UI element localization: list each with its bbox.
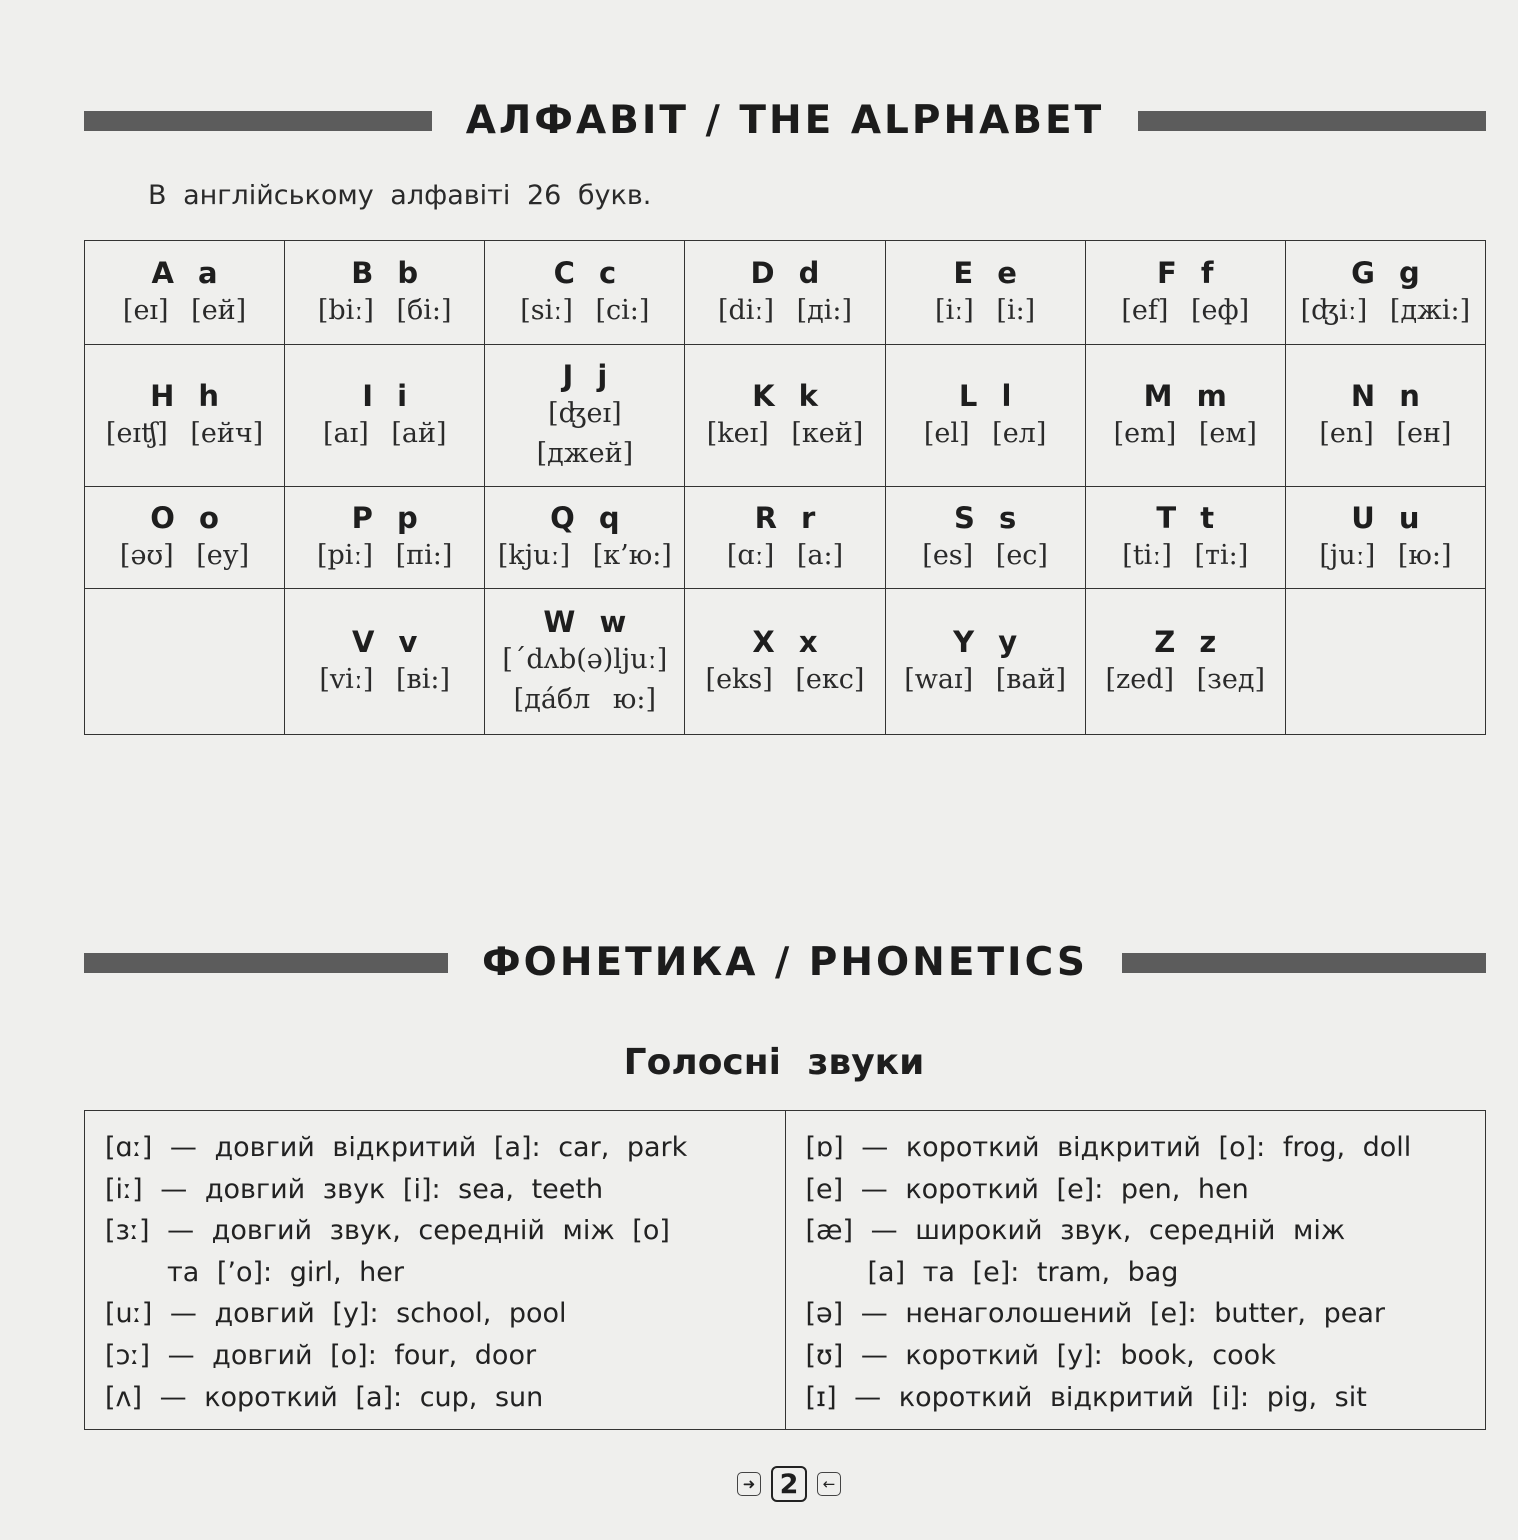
phonetics-title: ФОНЕТИКА / PHONETICS — [481, 940, 1089, 985]
vowel-sound-line: [а] та [е]: tram, bag — [867, 1256, 1179, 1288]
arrow-right-icon[interactable]: ➜ — [737, 1472, 761, 1496]
transcription: [дáбл ю:] — [513, 683, 657, 715]
letter-pair: P p — [351, 500, 418, 535]
letter-cell — [885, 589, 1085, 735]
alphabet-title: АЛФАВІТ / THE ALPHABET — [465, 98, 1105, 143]
letter-pair: W w — [543, 604, 627, 639]
vowel-sound-line: [ə] — ненаголошений [е]: butter, pear — [805, 1298, 1385, 1330]
empty-cell — [85, 589, 285, 735]
header-bar-right — [1122, 953, 1486, 973]
letter-cell — [885, 345, 1085, 487]
transcription: [eɪʧ] [ейч] — [105, 417, 264, 449]
letter-pair: Q q — [550, 500, 620, 535]
letter-pair: X x — [752, 624, 818, 659]
letter-cell — [285, 487, 485, 589]
transcription: [juː] [ю:] — [1319, 539, 1452, 571]
vowel-sound-line: [ɑː] — довгий відкритий [а]: car, park — [105, 1132, 688, 1163]
letter-pair: C c — [553, 255, 617, 290]
transcription: [ʤiː] [джі:] — [1300, 294, 1471, 326]
letter-cell — [1285, 345, 1485, 487]
transcription: [en] [ен] — [1319, 417, 1452, 449]
transcription: [es] [ес] — [922, 539, 1048, 571]
transcription: [eɪ] [ей] — [122, 294, 247, 326]
vowel-column-right — [785, 1111, 1486, 1429]
transcription: [biː] [бі:] — [317, 294, 452, 326]
letter-cell — [685, 487, 885, 589]
alphabet-section-header — [84, 98, 1486, 143]
letter-pair: Z z — [1154, 624, 1217, 659]
letter-pair: F f — [1157, 255, 1214, 290]
letter-pair: S s — [954, 500, 1017, 535]
letter-pair: G g — [1351, 255, 1420, 290]
transcription: [ef] [еф] — [1121, 294, 1250, 326]
transcription: [aɪ] [ай] — [322, 417, 447, 449]
vowel-sound-line: [ʌ] — короткий [а]: cup, sun — [105, 1381, 544, 1413]
letter-pair: U u — [1351, 500, 1420, 535]
letter-cell — [85, 241, 285, 345]
transcription: [eks] [екс] — [705, 663, 865, 695]
transcription: [tiː] [ті:] — [1122, 539, 1249, 571]
page-number: 2 — [771, 1466, 807, 1502]
empty-cell — [1285, 589, 1485, 735]
letter-pair: I i — [362, 378, 408, 413]
vowel-sound-line: [ɜː] — довгий звук, середній між [о] — [105, 1215, 670, 1247]
letter-pair: Y y — [953, 624, 1018, 659]
vowel-sound-line: [ɒ] — короткий відкритий [о]: frog, doll — [805, 1132, 1412, 1163]
vowel-sound-line: [ɔː] — довгий [о]: four, door — [105, 1339, 537, 1371]
header-bar-left — [84, 953, 448, 973]
letter-cell — [685, 241, 885, 345]
transcription: [viː] [ві:] — [319, 663, 451, 695]
header-bar-right — [1138, 111, 1486, 131]
page-number-bar — [0, 1466, 1518, 1502]
letter-pair: V v — [351, 624, 418, 659]
transcription: [kjuː] [к’ю:] — [497, 539, 672, 571]
letter-pair: T t — [1156, 500, 1215, 535]
transcription: [əʊ] [еу] — [119, 539, 250, 571]
alphabet-row — [85, 487, 1486, 589]
arrow-left-icon[interactable]: ← — [817, 1472, 841, 1496]
letter-pair: M m — [1143, 378, 1227, 413]
letter-cell — [1085, 487, 1285, 589]
letter-cell — [1285, 487, 1485, 589]
alphabet-table — [84, 240, 1486, 735]
transcription: [ˊdʌb(ə)ljuː] — [502, 643, 668, 675]
transcription: [iː] [і:] — [935, 294, 1036, 326]
vowel-sound-line: [e] — короткий [е]: pen, hen — [805, 1173, 1249, 1205]
phonetics-section-header — [84, 940, 1486, 985]
letter-pair: A a — [151, 255, 218, 290]
alphabet-row — [85, 589, 1486, 735]
letter-cell — [1085, 589, 1285, 735]
letter-cell — [285, 241, 485, 345]
letter-cell — [1085, 241, 1285, 345]
letter-cell — [1085, 345, 1285, 487]
letter-cell — [485, 345, 685, 487]
transcription: [siː] [сі:] — [520, 294, 650, 326]
vowel-sound-line: [uː] — довгий [у]: school, pool — [105, 1298, 567, 1330]
alphabet-intro: В англійському алфавіті 26 букв. — [148, 180, 652, 211]
vowel-sounds-table — [84, 1110, 1486, 1430]
alphabet-row — [85, 241, 1486, 345]
transcription: [keɪ] [кей] — [706, 417, 864, 449]
letter-cell — [685, 345, 885, 487]
vowel-sound-line: та [’о]: girl, her — [167, 1256, 404, 1288]
transcription: [waɪ] [вай] — [904, 663, 1067, 695]
letter-cell — [485, 241, 685, 345]
letter-cell — [285, 589, 485, 735]
transcription: [ɑː] [а:] — [726, 539, 844, 571]
letter-pair: L l — [958, 378, 1012, 413]
letter-cell — [485, 589, 685, 735]
vowel-sound-line: [ʊ] — короткий [у]: book, cook — [805, 1339, 1276, 1371]
letter-cell — [885, 487, 1085, 589]
letter-pair: O o — [150, 500, 219, 535]
letter-pair: H h — [150, 378, 220, 413]
letter-cell — [1285, 241, 1485, 345]
header-bar-left — [84, 111, 432, 131]
letter-cell — [485, 487, 685, 589]
transcription: [ʤeɪ] — [548, 397, 622, 429]
letter-pair: D d — [750, 255, 820, 290]
letter-pair: K k — [752, 378, 818, 413]
transcription: [diː] [ді:] — [717, 294, 853, 326]
vowel-sound-line: [æ] — широкий звук, середній між — [805, 1215, 1346, 1247]
letter-pair: E e — [953, 255, 1017, 290]
letter-pair: N n — [1350, 378, 1420, 413]
transcription: [zed] [зед] — [1105, 663, 1266, 695]
transcription: [el] [ел] — [923, 417, 1047, 449]
vowel-sound-line: [iː] — довгий звук [і]: sea, teeth — [105, 1173, 604, 1205]
letter-pair: R r — [754, 500, 816, 535]
vowel-sounds-heading: Голосні звуки — [623, 1042, 925, 1083]
vowel-sound-line: [ɪ] — короткий відкритий [і]: pig, sit — [805, 1381, 1367, 1413]
letter-pair: J j — [562, 358, 608, 393]
letter-pair: B b — [351, 255, 419, 290]
letter-cell — [885, 241, 1085, 345]
transcription: [piː] [пі:] — [316, 539, 453, 571]
letter-cell — [685, 589, 885, 735]
letter-cell — [85, 487, 285, 589]
transcription: [em] [ем] — [1113, 417, 1257, 449]
vowel-column-left — [85, 1111, 785, 1429]
letter-cell — [85, 345, 285, 487]
letter-cell — [285, 345, 485, 487]
alphabet-row — [85, 345, 1486, 487]
transcription: [джей] — [536, 437, 634, 469]
